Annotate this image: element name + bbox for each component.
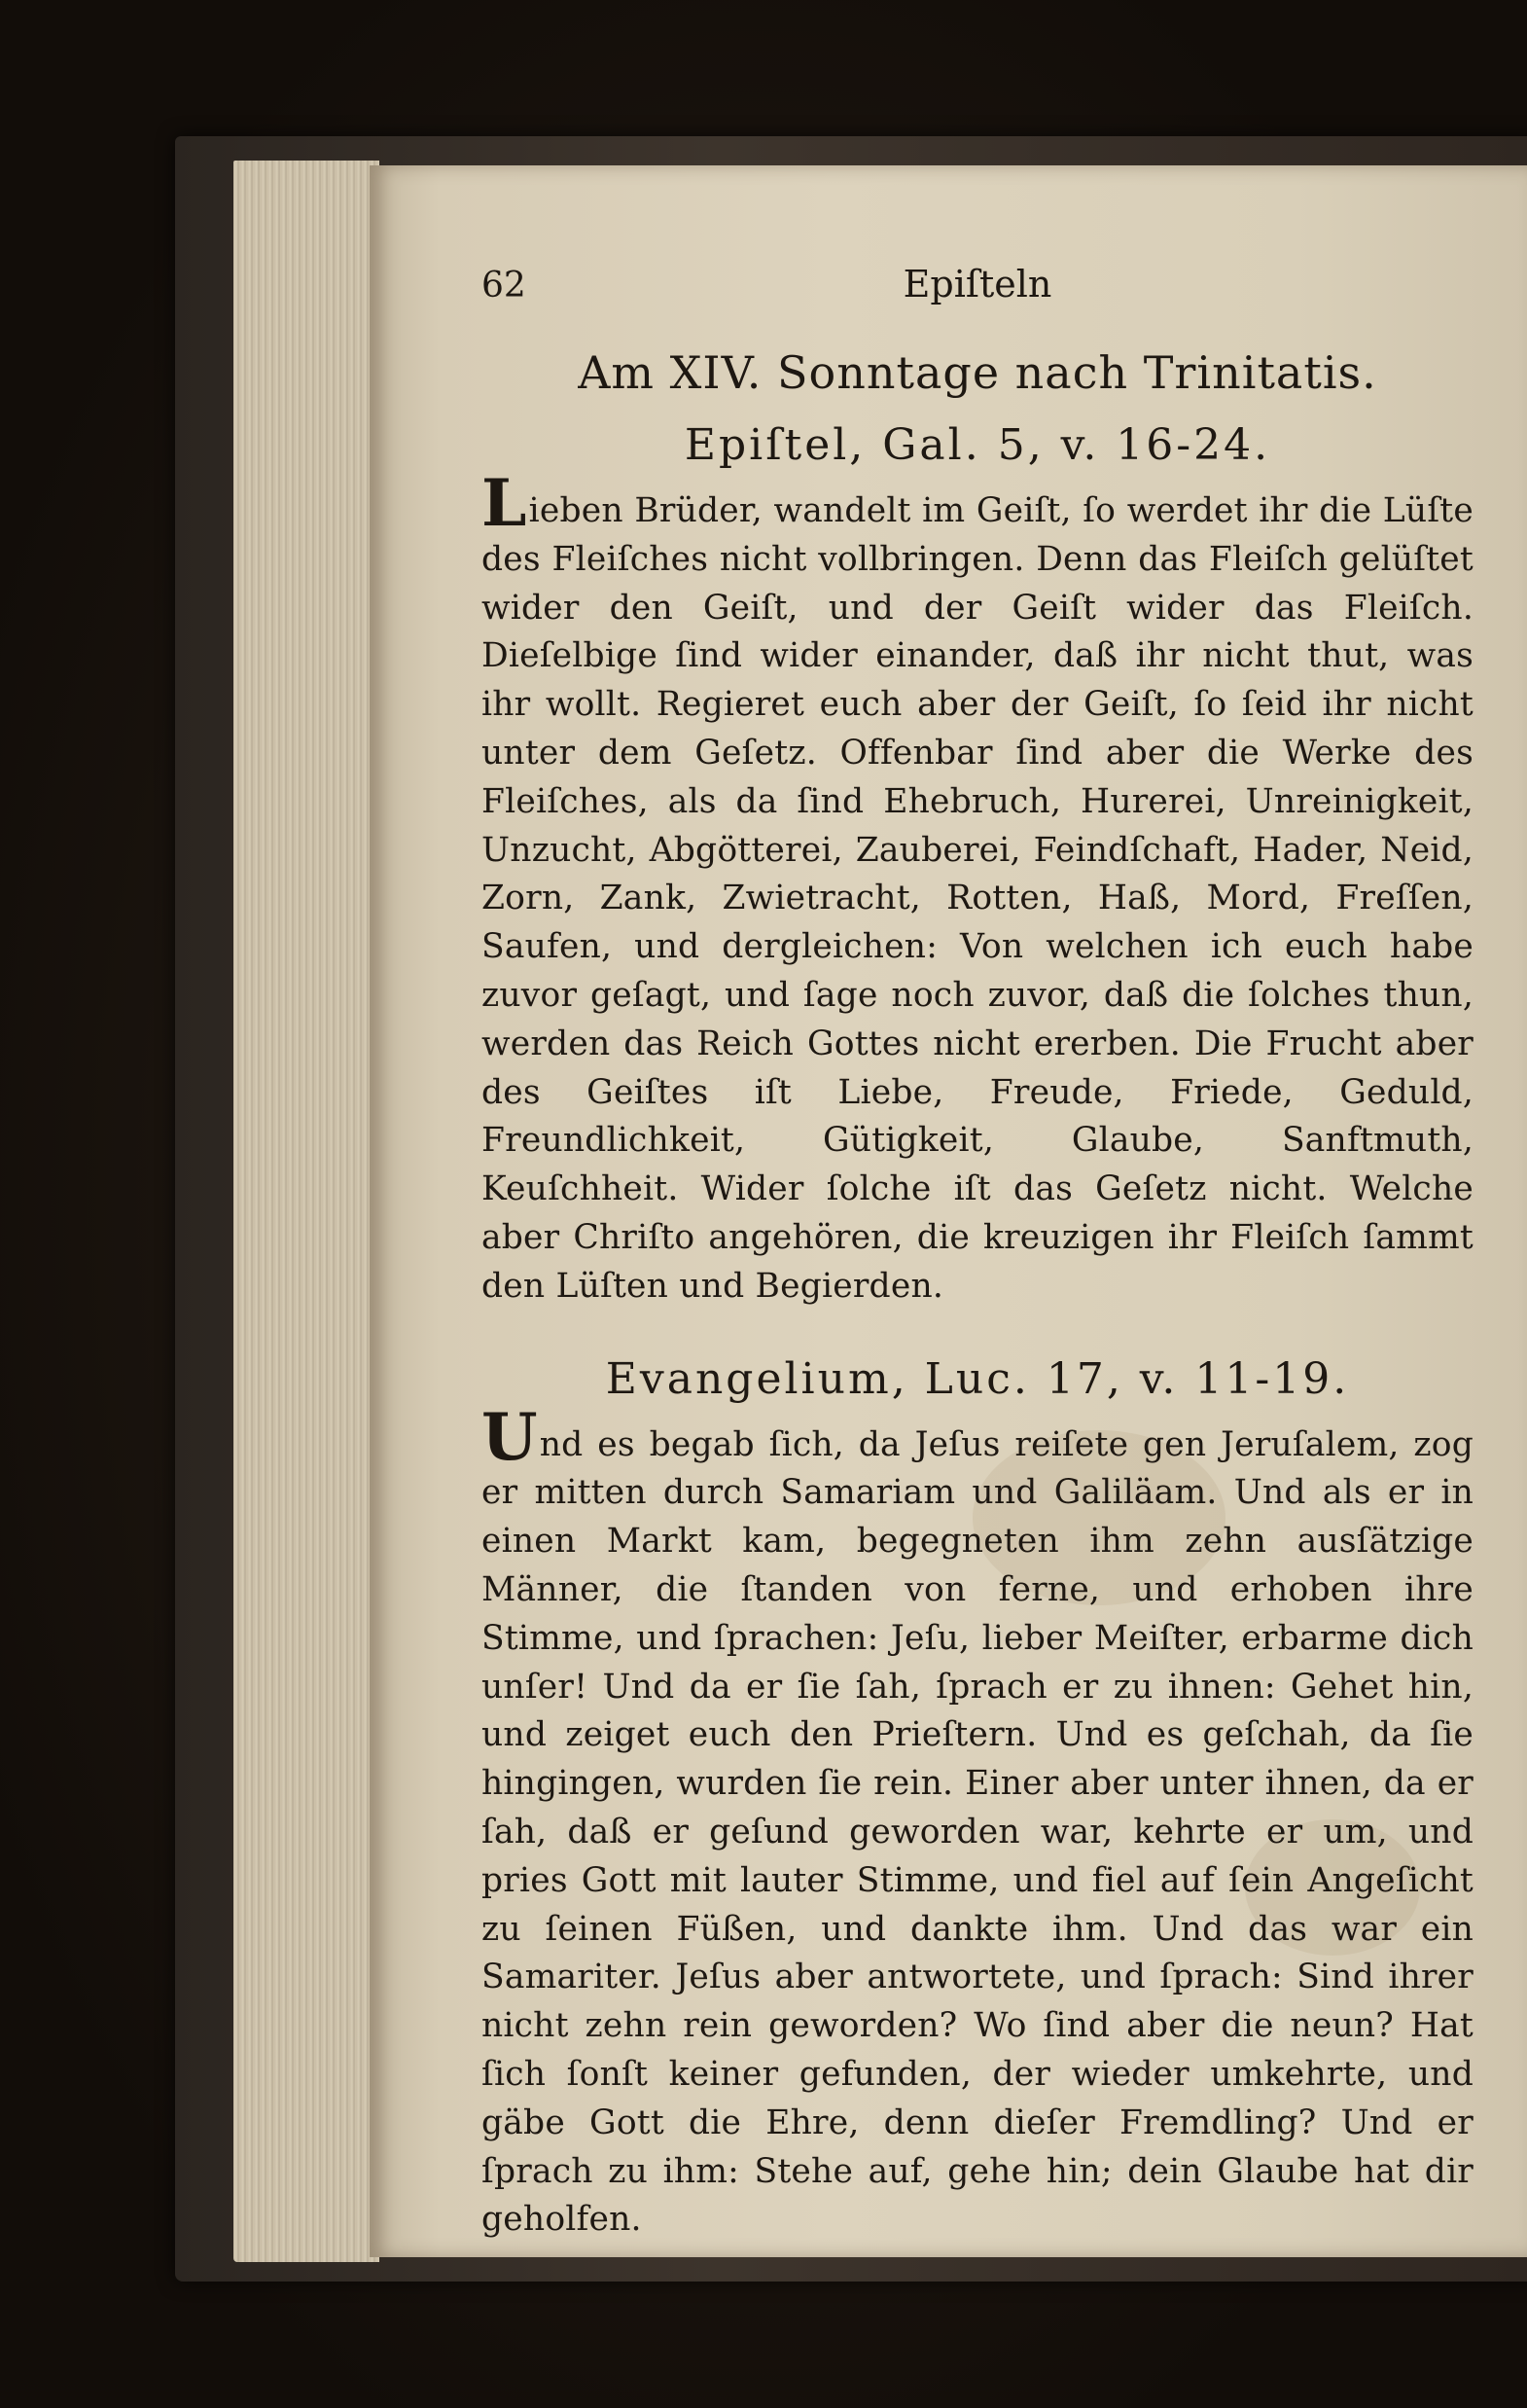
running-head: Epiſteln [903, 263, 1052, 305]
gospel-initial: U [481, 1398, 538, 1475]
page-content [481, 263, 1474, 2245]
epistle-body: ieben Brüder, wandelt im Geiſt, ſo werdet ihr die Lüſte des Fleiſches nicht vollbringen. Denn das Fleiſch gelüſtet wider den Geiſt, und der Geiſt wider das Fleiſch. Dieſelbige ſind wider einander, daß ihr nicht thut, was ihr wollt. Regieret euch aber der Geiſt, ſo ſeid ihr nicht unter dem Geſetz. Offenbar ſind aber die Werke des Fleiſches, als da ſind Ehebruch, Hurerei, Unreinigkeit, Unzucht, Abgötterei, Zauberei, Feindſchaft, Hader, Neid, Zorn, Zank, Zwietracht, Rotten, Haß, Mord, Freſſen, Saufen, und dergleichen: Von welchen ich euch habe zuvor geſagt, und ſage noch zuvor, daß die ſolches thun, werden das Reich Gottes nicht ererben. Die Frucht aber des Geiſtes iſt Liebe, Freude, Friede, Geduld, Freundlichkeit, Gütigkeit, Glaube, Sanftmuth, Keuſchheit. Wider ſolche iſt das Geſetz nicht. Welche aber Chriſto angehören, die kreuzigen ihr Fleiſch ſammt den Lüſten und Begierden. [481, 491, 1474, 1306]
epistle-initial: L [481, 465, 527, 541]
epistle-heading: Epiſtel, Gal. 5, v. 16-24. [684, 420, 1271, 470]
epistle-text [481, 465, 1474, 1312]
gospel-text [481, 1398, 1474, 2246]
sunday-title: Am XIV. Sonntage nach Trinitatis. [578, 346, 1377, 399]
page-edges [233, 161, 379, 2262]
gospel-body: nd es begab ſich, da Jeſus reiſete gen Jeruſalem, zog er mitten durch Samariam und Galiläam. Und als er in einen Markt kam, begegneten ihm zehn ausſätzige Männer, die ſtanden von ferne, und erhoben ihre Stimme, und ſprachen: Jeſu, lieber Meiſter, erbarme dich unſer! Und da er ſie ſah, ſprach er zu ihnen: Gehet hin, und zeiget euch den Prieſtern. Und es geſchah, da ſie hingingen, wurden ſie rein. Einer aber unter ihnen, da er ſah, daß er geſund geworden war, kehrte er um, und pries Gott mit lauter Stimme, und fiel auf ſein Angeſicht zu ſeinen Füßen, und dankte ihm. Und das war ein Samariter. Jeſus aber antwortete, und ſprach: Sind ihrer nicht zehn rein geworden? Wo ſind aber die neun? Hat ſich ſonſt keiner gefunden, der wieder umkehrte, und gäbe Gott die Ehre, denn dieſer Fremdling? Und er ſprach zu ihm: Stehe auf, gehe hin; dein Glaube hat dir geholfen. [481, 1424, 1474, 2240]
book-page [370, 165, 1527, 2257]
page-header [481, 263, 1474, 319]
page-number: 62 [481, 266, 526, 305]
gospel-heading: Evangelium, Luc. 17, v. 11-19. [605, 1353, 1350, 1404]
